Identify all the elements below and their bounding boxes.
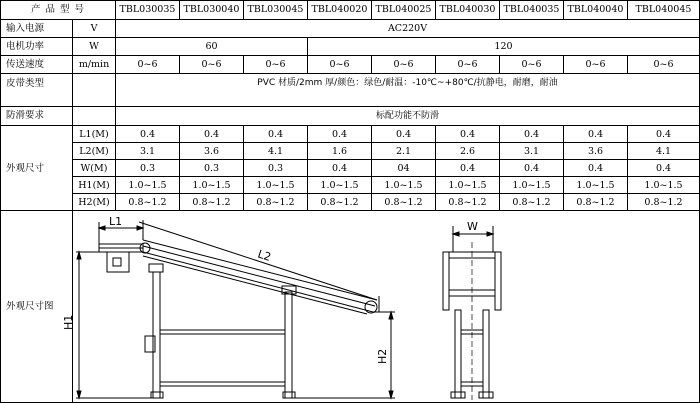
dim-cell: 1.0~1.5 [116,177,180,194]
dim-row-h2 [1,194,700,211]
model-cell: TBL040045 [628,1,700,20]
dim-cell: 2.6 [436,143,500,160]
dim-cell: 0.8~1.2 [244,194,308,211]
dim-cell: 4.1 [628,143,700,160]
belt-label: 皮带类型 [1,74,73,107]
dim-cell: 0.8~1.2 [180,194,244,211]
power-value-group1: 60 [116,38,308,56]
dim-cell: 3.6 [180,143,244,160]
dim-cell: 0.8~1.2 [500,194,564,211]
dim-cell: 0.8~1.2 [564,194,628,211]
l1-dimension-label: L1 [109,214,123,228]
dim-cell: 0.4 [564,126,628,143]
dim-cell: 1.0~1.5 [500,177,564,194]
power-label: 电机功率 [1,38,73,56]
h2-dimension-label: H2 [376,348,389,364]
dim-cell: 1.0~1.5 [180,177,244,194]
dim-cell: 1.6 [308,143,372,160]
voltage-label: 输入电源 [1,20,73,38]
dim-cell: 3.1 [500,143,564,160]
l2-dimension-line [139,222,377,300]
h1-dimension-label: H1 [62,314,75,330]
belt-row [1,74,700,107]
model-cell: TBL040040 [564,1,628,20]
dim-cell: 0.8~1.2 [308,194,372,211]
dim-cell: 1.0~1.5 [628,177,700,194]
rear-leg [285,292,292,398]
drawing-label: 外观尺寸图 [1,211,73,403]
dim-cell: 1.0~1.5 [564,177,628,194]
dim-cell: 4.1 [244,143,308,160]
drawing-cell [62,211,700,403]
dim-cell: 0.4 [180,126,244,143]
dim-name: L2(M) [73,143,116,160]
model-cell: TBL040030 [436,1,500,20]
model-cell: TBL040020 [308,1,372,20]
conveyor-drawing [62,212,699,402]
dim-cell: 1.0~1.5 [244,177,308,194]
power-unit: W [73,38,116,56]
front-leg [153,272,160,398]
antislip-value: 标配功能不防滑 [116,107,700,126]
dim-cell: 1.0~1.5 [372,177,436,194]
model-cell: TBL030040 [180,1,244,20]
belt-value: PVC 材质/2mm 厚/颜色：绿色/耐温：-10℃~+80℃/抗静电，耐磨，耐油 [116,74,700,107]
header-row [1,1,700,20]
model-cell: TBL040025 [372,1,436,20]
dim-cell: 0.4 [500,160,564,177]
dim-cell: 3.6 [564,143,628,160]
voltage-value: AC220V [116,20,700,38]
dim-cell: 0.4 [564,160,628,177]
voltage-row [1,20,700,38]
speed-cell: 0~6 [628,56,700,74]
dim-name: H1(M) [73,177,116,194]
speed-cell: 0~6 [372,56,436,74]
front-view [443,220,501,400]
speed-cell: 0~6 [564,56,628,74]
dim-cell: 0.8~1.2 [628,194,700,211]
speed-cell: 0~6 [500,56,564,74]
drawing-row [1,211,700,403]
l2-dimension-label: L2 [256,247,273,264]
dim-cell: 0.4 [372,126,436,143]
model-cell: TBL030035 [116,1,180,20]
speed-label: 传送速度 [1,56,73,74]
w-dimension-label: W [467,219,478,233]
dim-cell: 0.8~1.2 [116,194,180,211]
dim-cell: 0.4 [308,126,372,143]
dim-cell: 0.4 [436,160,500,177]
dim-cell: 0.3 [180,160,244,177]
dim-name: L1(M) [73,126,116,143]
dim-cell: 0.8~1.2 [436,194,500,211]
dim-cell: 1.0~1.5 [436,177,500,194]
side-view [62,215,395,398]
dim-cell: 04 [372,160,436,177]
dim-cell: 0.4 [436,126,500,143]
dim-row-h1 [1,177,700,194]
dim-cell: 2.1 [372,143,436,160]
speed-cell: 0~6 [244,56,308,74]
speed-cell: 0~6 [180,56,244,74]
dimensions-label: 外观尺寸 [1,126,73,211]
dim-row-l1 [1,126,700,143]
dim-cell: 0.4 [500,126,564,143]
dim-row-w [1,160,700,177]
model-cell: TBL030045 [244,1,308,20]
motor-box [107,252,129,272]
antislip-label: 防滑要求 [1,107,73,126]
speed-cell: 0~6 [116,56,180,74]
dim-cell: 0.3 [244,160,308,177]
antislip-row [1,107,700,126]
dim-cell: 3.1 [116,143,180,160]
belt-unit [73,74,116,107]
speed-unit: m/min [73,56,116,74]
dim-name: W(M) [73,160,116,177]
dim-cell: 0.4 [116,126,180,143]
speed-row [1,56,700,74]
dim-cell: 0.4 [628,126,700,143]
dim-cell: 0.8~1.2 [372,194,436,211]
dim-cell: 0.4 [308,160,372,177]
dim-cell: 0.4 [244,126,308,143]
power-row [1,38,700,56]
dim-cell: 0.4 [628,160,700,177]
dim-cell: 0.3 [116,160,180,177]
model-cell: TBL040035 [500,1,564,20]
dim-name: H2(M) [73,194,116,211]
antislip-unit [73,107,116,126]
front-view-left-leg [455,310,461,398]
model-header-label: 产 品 型 号 [1,1,116,20]
speed-cell: 0~6 [436,56,500,74]
voltage-unit: V [73,20,116,38]
power-value-group2: 120 [308,38,700,56]
speed-cell: 0~6 [308,56,372,74]
dim-row-l2 [1,143,700,160]
dim-cell: 1.0~1.5 [308,177,372,194]
front-view-right-leg [483,310,489,398]
